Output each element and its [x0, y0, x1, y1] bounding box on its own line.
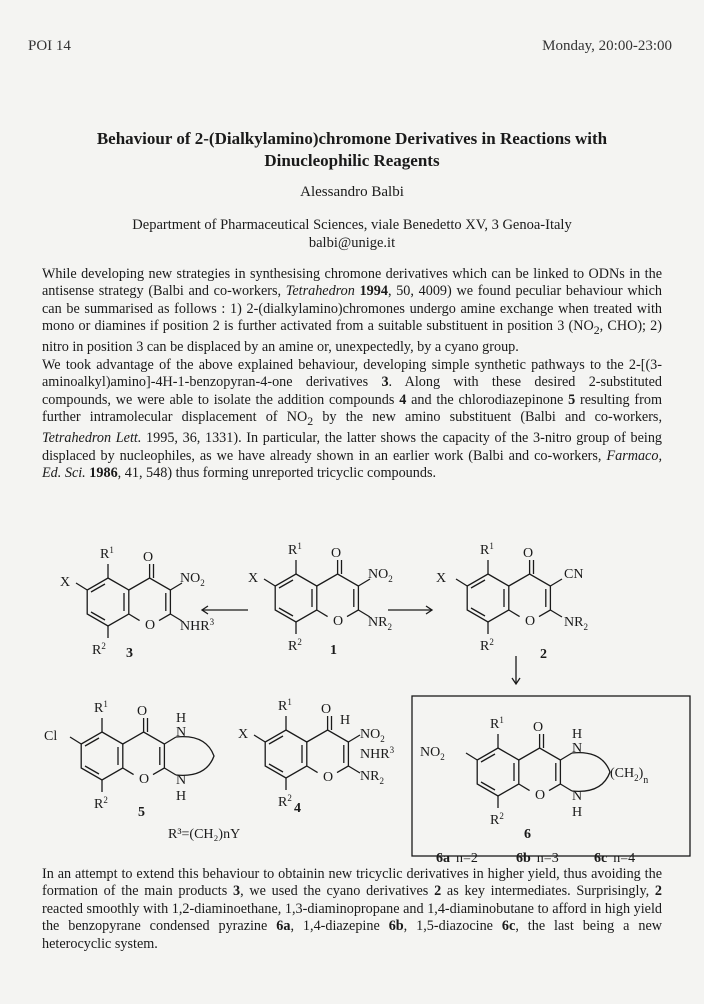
svg-text:H: H	[572, 727, 583, 742]
svg-text:H: H	[176, 789, 187, 804]
svg-text:X: X	[238, 727, 249, 742]
svg-text:O: O	[321, 702, 332, 717]
svg-text:O: O	[323, 770, 334, 785]
compound-label: 6	[524, 827, 531, 842]
svg-text:NHR3: NHR$^3$	[360, 745, 395, 762]
svg-text:R2: $R^2$	[278, 793, 292, 810]
svg-text:O: O	[333, 614, 344, 629]
svg-text:O: O	[145, 618, 156, 633]
svg-text:R2: $R^2$	[480, 637, 494, 654]
product-6-caption	[436, 851, 635, 866]
citation-year: 1986	[85, 465, 118, 482]
reaction-scheme	[0, 541, 704, 868]
svg-text:N: N	[176, 773, 187, 788]
svg-text:R1: $R^1$	[288, 541, 302, 558]
svg-text:6bn=3: 6b n=3	[516, 851, 559, 866]
body-text-bottom	[42, 866, 662, 953]
svg-text:N: N	[572, 789, 583, 804]
svg-text:NO2: $NO_2$	[360, 727, 385, 744]
structure-compound-1	[248, 541, 393, 658]
compound-ref: 6b	[388, 918, 404, 935]
compound-label: 4	[294, 801, 301, 816]
svg-text:R2: $R^2$	[490, 811, 504, 828]
compound-ref: 2	[654, 883, 662, 900]
structure-compound-3	[60, 545, 215, 661]
citation-journal: Farmaco, Ed. Sci.	[42, 447, 662, 482]
structure-compound-2	[436, 541, 588, 662]
svg-text:NO2: $NO_2$	[180, 571, 205, 588]
svg-text:R1: $R^1$	[94, 699, 108, 716]
citation-journal: Tetrahedron Lett.	[42, 430, 142, 447]
header-session-time: Monday, 20:00-23:00	[542, 38, 672, 54]
compound-ref: 6c	[501, 918, 516, 935]
svg-text:NHR3: NHR$^3$	[180, 617, 215, 634]
compound-label: 1	[330, 643, 337, 658]
svg-text:O: O	[525, 614, 536, 629]
affiliation	[0, 216, 704, 252]
svg-text:Cl: Cl	[44, 729, 58, 744]
svg-text:6an=2: 6a n=2	[436, 851, 478, 866]
svg-text:X: X	[436, 571, 447, 586]
paragraph-1: While developing new strategies in synthesising chromone derivatives which can be linked to ODNs in the antisense strategy (Balbi and co-workers, Tetrahedron 1994, 50, 4009) we found peculiar behaviour which can be summarised as follows : 1) 2-(dialkylamino)chromones undergo amine exchange when treated with mono or diamines if position 2 is further activated from a suitable substituent in position 3 ($NO_2$, CHO); 2) nitro in position 3 can be displaced by an amine or, unexpectedly, by a cyano group.	[42, 266, 662, 356]
author-name: Alessandro Balbi	[300, 184, 404, 200]
affiliation-email: balbi@unige.it	[308, 235, 396, 251]
compound-ref: 6a	[276, 918, 291, 935]
compound-ref: 5	[568, 391, 576, 408]
svg-text:NO2: $NO_2$	[420, 745, 445, 762]
svg-text:NR2: $NR_2$	[368, 615, 392, 632]
svg-text:N: N	[572, 741, 583, 756]
title-line-1: Behaviour of 2-(Dialkylamino)chromone Derivatives in Reactions with	[96, 129, 608, 148]
svg-text:(CH2)n: $(CH_2)_n$	[610, 766, 649, 786]
svg-text:O: O	[535, 788, 546, 803]
svg-text:O: O	[137, 704, 148, 719]
body-text-top	[42, 266, 662, 483]
svg-text:R2: $R^2$	[288, 637, 302, 654]
compound-label: 3	[126, 646, 133, 661]
svg-text:R1: $R^1$	[480, 541, 494, 558]
citation-journal: Tetrahedron	[285, 283, 355, 300]
compound-label: 2	[540, 647, 547, 662]
svg-text:R2: $R^2$	[94, 795, 108, 812]
svg-text:R1: $R^1$	[278, 697, 292, 714]
svg-text:O: O	[331, 546, 342, 561]
svg-text:H: H	[572, 805, 583, 820]
compound-ref: 3	[233, 883, 241, 900]
citation-year: 1994	[354, 283, 388, 300]
product-6-box	[412, 696, 690, 856]
svg-text:NO2: $NO_2$	[368, 567, 393, 584]
svg-text:R1: $R^1$	[100, 545, 114, 562]
paper-title	[40, 128, 664, 172]
svg-text:H: H	[340, 713, 351, 728]
svg-text:CN: CN	[564, 567, 584, 582]
svg-text:O: O	[139, 772, 150, 787]
svg-text:N: N	[176, 725, 187, 740]
paragraph-2: We took advantage of the above explained behaviour, developing simple synthetic pathways to the 2-[(3-aminoalkyl)amino]-4H-1-benzopyran-4-one derivatives 3. Along with these desired 2-substituted compounds, we were able to isolate the addition compounds 4 and the chlorodiazepinone 5 resulting from further intramolecular displacement of $NO_2$ by the new amino substituent (Balbi and co-workers, Tetrahedron Lett. 1995, 36, 1331). In particular, the latter shows the capacity of the 3-nitro group of being displaced by nucleophiles, as we have already shown in an earlier work (Balbi and co-workers, Farmaco, Ed. Sci. 1986, 41, 548) thus forming unreported tricyclic compounds.	[42, 356, 663, 482]
header-session-code: POI 14	[28, 38, 71, 54]
svg-text:X: X	[60, 575, 71, 590]
svg-text:O: O	[523, 546, 534, 561]
structure-compound-5	[44, 699, 214, 820]
compound-ref: 3	[381, 374, 389, 391]
svg-text:H: H	[176, 711, 187, 726]
reaction-arrows	[202, 606, 520, 684]
r3-definition: R³=(CH₂)nY	[168, 827, 241, 842]
svg-text:R1: $R^1$	[490, 715, 504, 732]
svg-text:NR2: $NR_2$	[564, 615, 588, 632]
structure-compound-6	[420, 715, 648, 842]
svg-text:O: O	[533, 720, 544, 735]
compound-label: 5	[138, 805, 145, 820]
compound-ref: 2	[434, 883, 442, 900]
svg-text:X: X	[248, 571, 259, 586]
svg-text:O: O	[143, 550, 154, 565]
svg-text:R2: $R^2$	[92, 641, 106, 658]
title-line-2: Dinucleophilic Reagents	[264, 151, 440, 170]
svg-text:NR2: $NR_2$	[360, 769, 384, 786]
compound-ref: 4	[399, 391, 407, 408]
svg-text:6cn=4: 6c n=4	[594, 851, 636, 866]
paragraph-3: In an attempt to extend this behaviour to obtainin new tricyclic derivatives in higher yield, thus avoiding the formation of the main products 3, we used the cyano derivatives 2 as key intermediates. Surprisingly, 2 reacted smoothly with 1,2-diaminoethane, 1,3-diaminopropane and 1,4-diaminobutane to afford in high yield the benzopyrane condensed pyrazine 6a, 1,4-diazepine 6b, 1,5-diazocine 6c, the last being a new heterocyclic system.	[42, 866, 663, 952]
affiliation-address: Department of Pharmaceutical Sciences, viale Benedetto XV, 3 Genoa-Italy	[132, 217, 572, 233]
structure-compound-4	[238, 697, 395, 816]
